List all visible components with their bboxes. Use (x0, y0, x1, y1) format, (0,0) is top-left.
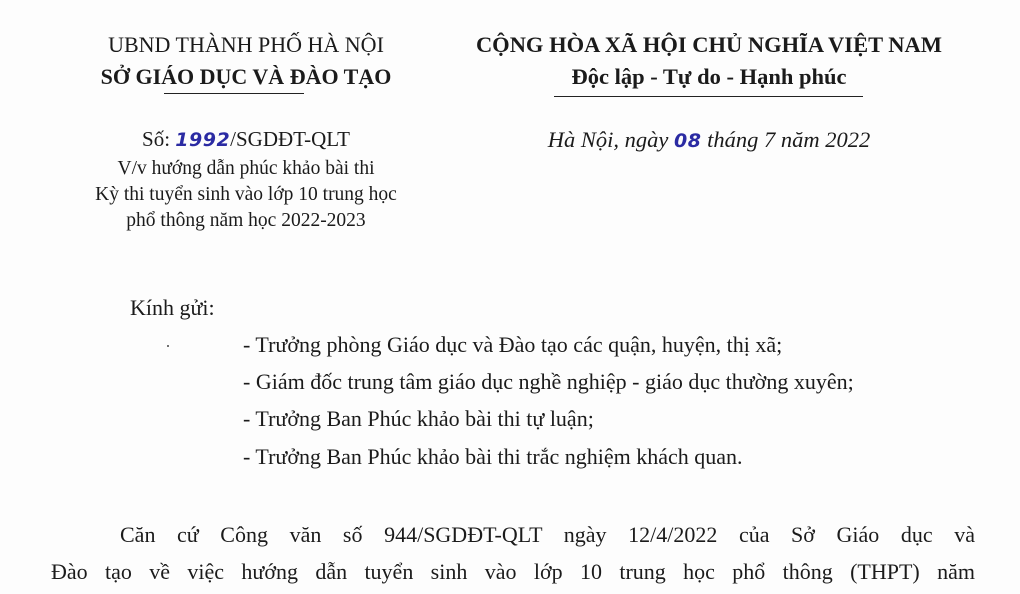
document-number (60, 127, 432, 152)
national-motto: Độc lập - Tự do - Hạnh phúc (571, 64, 847, 89)
recipient-item: - Trưởng phòng Giáo dục và Đào tạo các quận, huyện, thị xã; (243, 332, 783, 357)
parent-organization: UBND THÀNH PHỐ HÀ NỘI (108, 32, 384, 57)
subject-line: phổ thông năm học 2022-2023 (126, 210, 366, 231)
doc-number-prefix: Số: (142, 127, 176, 151)
issuing-organization: SỞ GIÁO DỤC VÀ ĐÀO TẠO (100, 64, 392, 89)
motto-underline (554, 96, 863, 97)
recipient-item: - Giám đốc trung tâm giáo dục nghề nghiệp - giáo dục thường xuyên; (243, 369, 854, 394)
body-text-line: Căn cứ Công văn số 944/SGDĐT-QLT ngày 12/4/2022 của Sở Giáo dục và (120, 522, 975, 547)
doc-number-suffix: /SGDĐT-QLT (230, 127, 350, 151)
place-date-suffix: tháng 7 năm 2022 (701, 127, 871, 152)
doc-number-handwritten: 1992 (175, 129, 231, 151)
recipient-item: - Trưởng Ban Phúc khảo bài thi tự luận; (243, 406, 594, 431)
recipient-item: - Trưởng Ban Phúc khảo bài thi trắc nghiệm khách quan. (243, 444, 743, 469)
place-date (436, 127, 982, 153)
date-day-handwritten: 08 (674, 130, 702, 152)
org-underline (164, 93, 304, 94)
country-name: CỘNG HÒA XÃ HỘI CHỦ NGHĨA VIỆT NAM (475, 32, 943, 57)
place-date-prefix: Hà Nội, ngày (547, 127, 675, 152)
subject-line: Kỳ thi tuyển sinh vào lớp 10 trung học (95, 184, 397, 205)
greeting: Kính gửi: (130, 295, 215, 320)
body-text-line: Đào tạo về việc hướng dẫn tuyển sinh vào lớp 10 trung học phổ thông (THPT) năm (51, 559, 975, 584)
subject-line: V/v hướng dẫn phúc khảo bài thi (117, 158, 375, 179)
scan-speck (167, 345, 169, 347)
